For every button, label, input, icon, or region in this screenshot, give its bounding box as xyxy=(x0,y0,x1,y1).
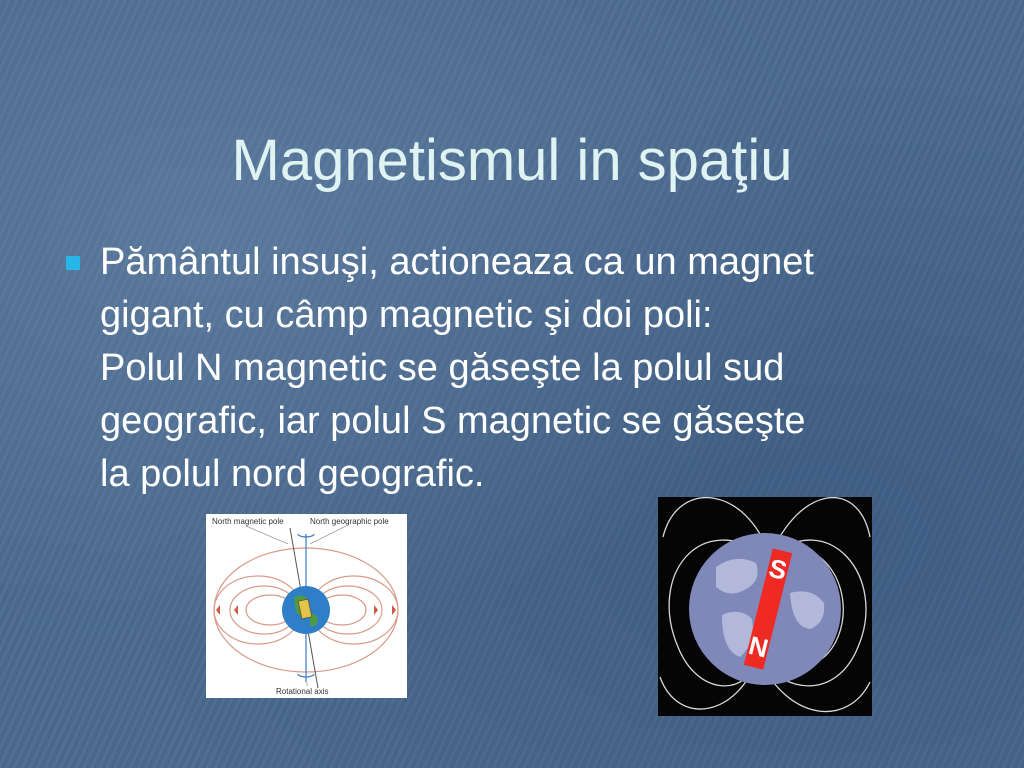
slide-title: Magnetismul in spaţiu xyxy=(231,127,793,193)
square-bullet-icon xyxy=(66,256,80,270)
label-rotational-axis: Rotational axis xyxy=(276,687,329,696)
label-north-geographic-pole: North geographic pole xyxy=(310,517,389,526)
pole-s-label: S xyxy=(765,552,790,586)
pole-n-label: N xyxy=(745,630,772,664)
earth-magnetic-field-diagram xyxy=(206,514,407,698)
bullet-item xyxy=(62,236,962,501)
bullet-text: Pământul insuşi, actioneaza ca un magnet gigant, cu câmp magnetic şi doi poli: Polul N magnetic se găseşte la polul sud geografic, iar polul S magnetic se găseşte la polul nord geografic. xyxy=(100,241,814,495)
earth-magnet-illustration xyxy=(658,497,872,716)
label-north-magnetic-pole: North magnetic pole xyxy=(212,517,284,526)
